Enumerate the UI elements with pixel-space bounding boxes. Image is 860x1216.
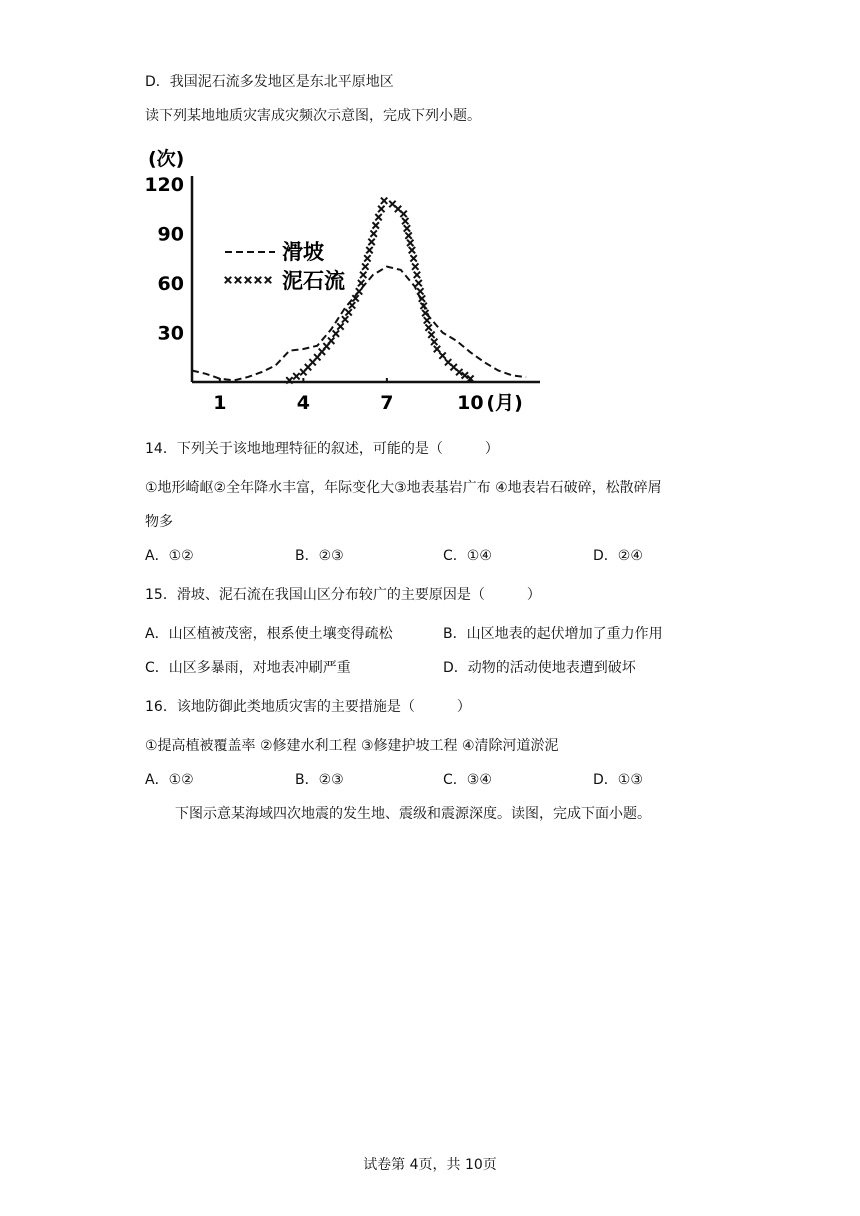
debris-flow-point xyxy=(368,239,374,245)
legend-landslide-label: 滑坡 xyxy=(282,240,324,264)
q16-option-a[interactable]: A．①② xyxy=(145,772,194,788)
legend-debris-flow-swatch xyxy=(255,277,261,283)
y-tick-label: 30 xyxy=(157,322,184,345)
y-unit-label: (次) xyxy=(148,148,185,170)
debris-flow-point xyxy=(328,338,334,344)
debris-flow-point xyxy=(434,346,440,352)
y-tick-label: 120 xyxy=(144,174,184,197)
q14-stem: 14．下列关于该地地理特征的叙述，可能的是（ ） xyxy=(145,441,499,457)
page-footer: 试卷第 4页，共 10页 xyxy=(363,1157,497,1173)
debris-flow-point xyxy=(373,222,379,228)
debris-flow-point xyxy=(404,225,410,231)
debris-flow-point xyxy=(462,372,468,378)
y-tick-label: 90 xyxy=(157,223,184,246)
debris-flow-point xyxy=(362,263,368,269)
debris-flow-point xyxy=(345,309,351,315)
x-tick-label: 10 xyxy=(457,392,484,414)
q14-option-a[interactable]: A．①② xyxy=(145,548,194,564)
q15-option-a[interactable]: A．山区植被茂密，根系使土壤变得疏松 xyxy=(145,626,393,642)
debris-flow-point xyxy=(337,323,343,329)
debris-flow-point xyxy=(439,352,445,358)
debris-flow-point xyxy=(356,288,362,294)
q15-option-b[interactable]: B．山区地表的起伏增加了重力作用 xyxy=(443,626,663,642)
next-section-intro: 下图示意某海域四次地震的发生地、震级和震源深度。读图，完成下面小题。 xyxy=(175,806,651,822)
legend-debris-flow-swatch xyxy=(245,277,251,283)
legend-debris-flow-swatch xyxy=(225,277,231,283)
debris-flow-point xyxy=(360,272,366,278)
debris-flow-point xyxy=(456,369,462,375)
debris-flow-point xyxy=(375,214,381,220)
legend-debris-flow-swatch xyxy=(265,277,271,283)
q14-statements: ①地形崎岖②全年降水丰富，年际变化大③地表基岩广布 ④地表岩石破碎，松散碎屑 xyxy=(145,480,662,496)
legend-debris-flow-swatch xyxy=(235,277,241,283)
debris-flow-point xyxy=(405,232,411,238)
q15-stem: 15．滑坡、泥石流在我国山区分布较广的主要原因是（ ） xyxy=(145,587,541,603)
debris-flow-point xyxy=(402,218,408,224)
q16-statements: ①提高植被覆盖率 ②修建水利工程 ③修建护坡工程 ④清除河道淤泥 xyxy=(145,738,559,754)
q16-option-c[interactable]: C．③④ xyxy=(443,772,492,788)
debris-flow-point xyxy=(293,373,299,379)
q14-statements-cont: 物多 xyxy=(145,514,173,530)
previous-option-d: D．我国泥石流多发地区是东北平原地区 xyxy=(145,74,394,90)
debris-flow-point xyxy=(333,330,339,336)
disaster-frequency-chart xyxy=(140,140,580,420)
debris-flow-point xyxy=(410,255,416,261)
q16-option-b[interactable]: B．②③ xyxy=(295,772,344,788)
debris-flow-point xyxy=(366,247,372,253)
debris-flow-point xyxy=(417,288,423,294)
debris-flow-point xyxy=(370,230,376,236)
debris-flow-point xyxy=(342,316,348,322)
debris-flow-point xyxy=(358,280,364,286)
debris-flow-point xyxy=(424,317,430,323)
q14-option-b[interactable]: B．②③ xyxy=(295,548,344,564)
chart-intro: 读下列某地地质灾害成灾频次示意图，完成下列小题。 xyxy=(145,108,481,124)
debris-flow-point xyxy=(400,211,406,217)
debris-flow-point xyxy=(409,247,415,253)
debris-flow-point xyxy=(425,324,431,330)
debris-flow-point xyxy=(428,332,434,338)
debris-flow-point xyxy=(412,263,418,269)
q14-option-d[interactable]: D．②④ xyxy=(593,548,643,564)
debris-flow-point xyxy=(431,339,437,345)
q15-option-d[interactable]: D．动物的活动使地表遭到破坏 xyxy=(443,660,636,676)
debris-flow-point xyxy=(349,302,355,308)
debris-flow-point xyxy=(407,240,413,246)
q15-option-c[interactable]: C．山区多暴雨，对地表冲刷严重 xyxy=(145,660,351,676)
q16-option-d[interactable]: D．①③ xyxy=(593,772,643,788)
q16-stem: 16．该地防御此类地质灾害的主要措施是（ ） xyxy=(145,699,471,715)
debris-flow-point xyxy=(364,255,370,261)
legend-debris-flow-label: 泥石流 xyxy=(282,269,345,293)
x-tick-label: 7 xyxy=(380,392,394,414)
q14-option-c[interactable]: C．①④ xyxy=(443,548,492,564)
x-tick-label: 1 xyxy=(213,392,227,414)
debris-flow-point xyxy=(415,280,421,286)
x-unit-label: (月) xyxy=(486,392,523,414)
landslide-series-line xyxy=(192,267,526,381)
y-tick-label: 60 xyxy=(157,273,184,296)
debris-flow-point xyxy=(414,272,420,278)
x-tick-label: 4 xyxy=(296,392,310,414)
debris-flow-point xyxy=(378,206,384,212)
debris-flow-point xyxy=(381,198,387,204)
